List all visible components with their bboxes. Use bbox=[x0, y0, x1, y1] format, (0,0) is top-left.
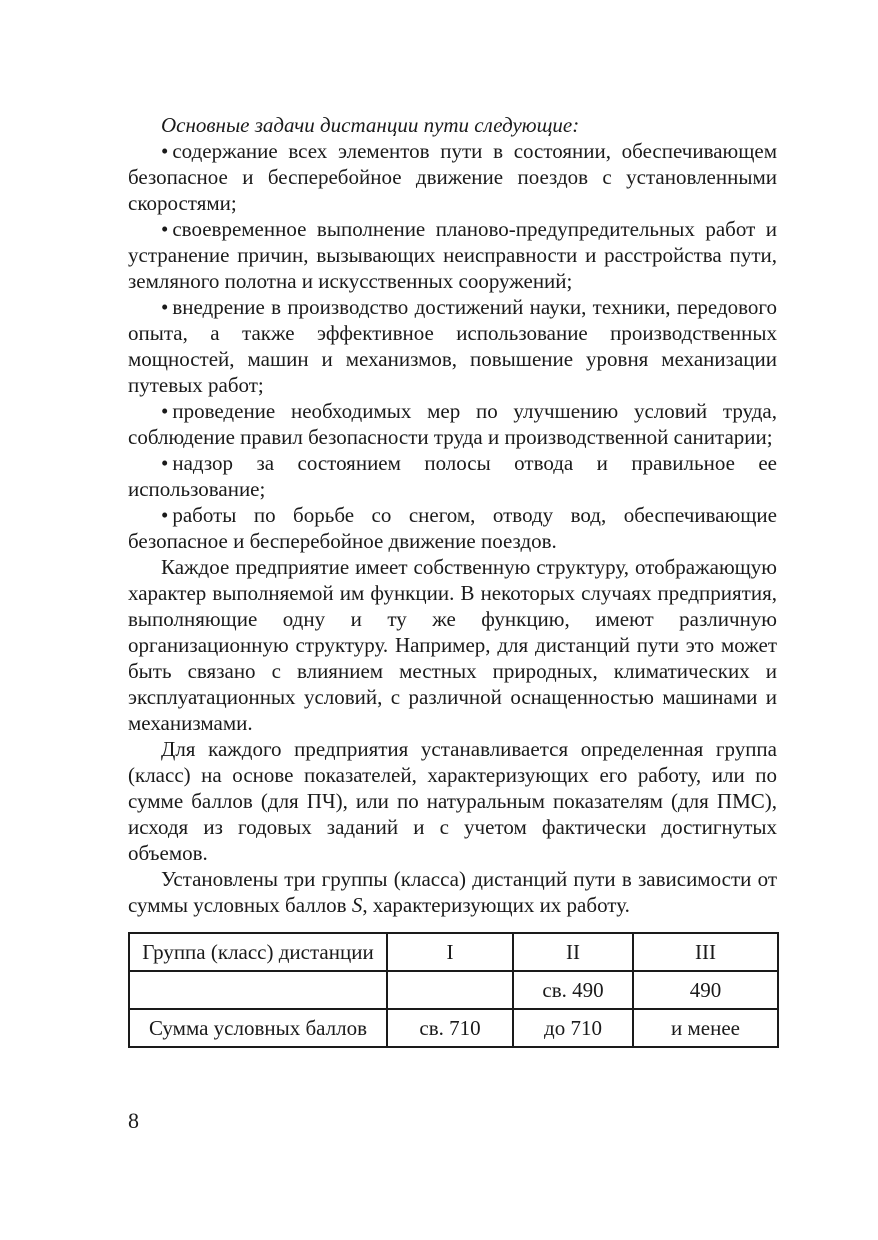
table-row bbox=[129, 971, 778, 1009]
text-run: Каждое предприятие имеет собственную структуру, отображающую характер выполняемой им функции. В некоторых случаях предприятия, выполняющие одну и ту же функцию, имеют различную организационную структуру. Например, для дистанций пути это может быть связано с влиянием местных природных, климатических и эксплуатационных условий, с различной оснащенностью машинами и механизмами. bbox=[128, 555, 777, 735]
table-cell: 490 bbox=[633, 971, 778, 1009]
body-text bbox=[128, 112, 777, 918]
bullet-marker: • bbox=[161, 451, 169, 475]
bullet-marker: • bbox=[161, 217, 169, 241]
bullet-item bbox=[128, 294, 777, 398]
bullet-item bbox=[128, 138, 777, 216]
bullet-marker: • bbox=[161, 503, 169, 527]
table-cell: и менее bbox=[633, 1009, 778, 1047]
table-header-cell: I bbox=[387, 933, 513, 971]
table-cell bbox=[387, 971, 513, 1009]
bullet-marker: • bbox=[161, 399, 169, 423]
bullet-marker: • bbox=[161, 295, 169, 319]
table-header-row bbox=[129, 933, 778, 971]
variable-symbol: S bbox=[351, 893, 363, 917]
table-header-cell: III bbox=[633, 933, 778, 971]
text-run: Основные задачи дистанции пути следующие: bbox=[161, 113, 580, 137]
bullet-marker: • bbox=[161, 139, 169, 163]
section-lead-line bbox=[128, 112, 777, 138]
text-run: Установлены три группы (класса) дистанций пути в зависимости от суммы условных баллов bbox=[128, 867, 777, 917]
text-run: , характеризующих их работу. bbox=[362, 893, 630, 917]
text-run: работы по борьбе со снегом, отводу вод, обеспечивающие безопасное и бесперебойное движение поездов. bbox=[128, 503, 777, 553]
text-run: надзор за состоянием полосы отвода и правильное ее использование; bbox=[128, 451, 777, 501]
table-cell: до 710 bbox=[513, 1009, 633, 1047]
page-content bbox=[128, 112, 777, 1048]
text-run: внедрение в производство достижений науки, техники, передового опыта, а также эффективное использование производственных мощностей, машин и механизмов, повышение уровня механизации путевых работ; bbox=[128, 295, 777, 397]
bullet-item bbox=[128, 502, 777, 554]
text-run: своевременное выполнение планово-предупредительных работ и устранение причин, вызывающих неисправности и расстройства пути, земляного полотна и искусственных сооружений; bbox=[128, 217, 777, 293]
paragraph bbox=[128, 554, 777, 736]
distance-class-table bbox=[128, 932, 779, 1048]
bullet-item bbox=[128, 216, 777, 294]
paragraph bbox=[128, 736, 777, 866]
text-run: Для каждого предприятия устанавливается определенная группа (класс) на основе показателей, характеризующих его работу, или по сумме баллов (для ПЧ), или по натуральным показателям (для ПМС), исходя из годовых заданий и с учетом фактически достигнутых объемов. bbox=[128, 737, 777, 865]
bullet-item bbox=[128, 398, 777, 450]
table-row bbox=[129, 1009, 778, 1047]
text-run: содержание всех элементов пути в состоянии, обеспечивающем безопасное и бесперебойное движение поездов с установленными скоростями; bbox=[128, 139, 777, 215]
bullet-item bbox=[128, 450, 777, 502]
table-cell: св. 490 bbox=[513, 971, 633, 1009]
paragraph bbox=[128, 866, 777, 918]
table-header-cell: Группа (класс) дистанции bbox=[129, 933, 387, 971]
table-cell: Сумма условных баллов bbox=[129, 1009, 387, 1047]
table-cell: св. 710 bbox=[387, 1009, 513, 1047]
text-run: проведение необходимых мер по улучшению условий труда, соблюдение правил безопасности труда и производственной санитарии; bbox=[128, 399, 777, 449]
page-number: 8 bbox=[128, 1108, 139, 1133]
table-header-cell: II bbox=[513, 933, 633, 971]
table-cell bbox=[129, 971, 387, 1009]
